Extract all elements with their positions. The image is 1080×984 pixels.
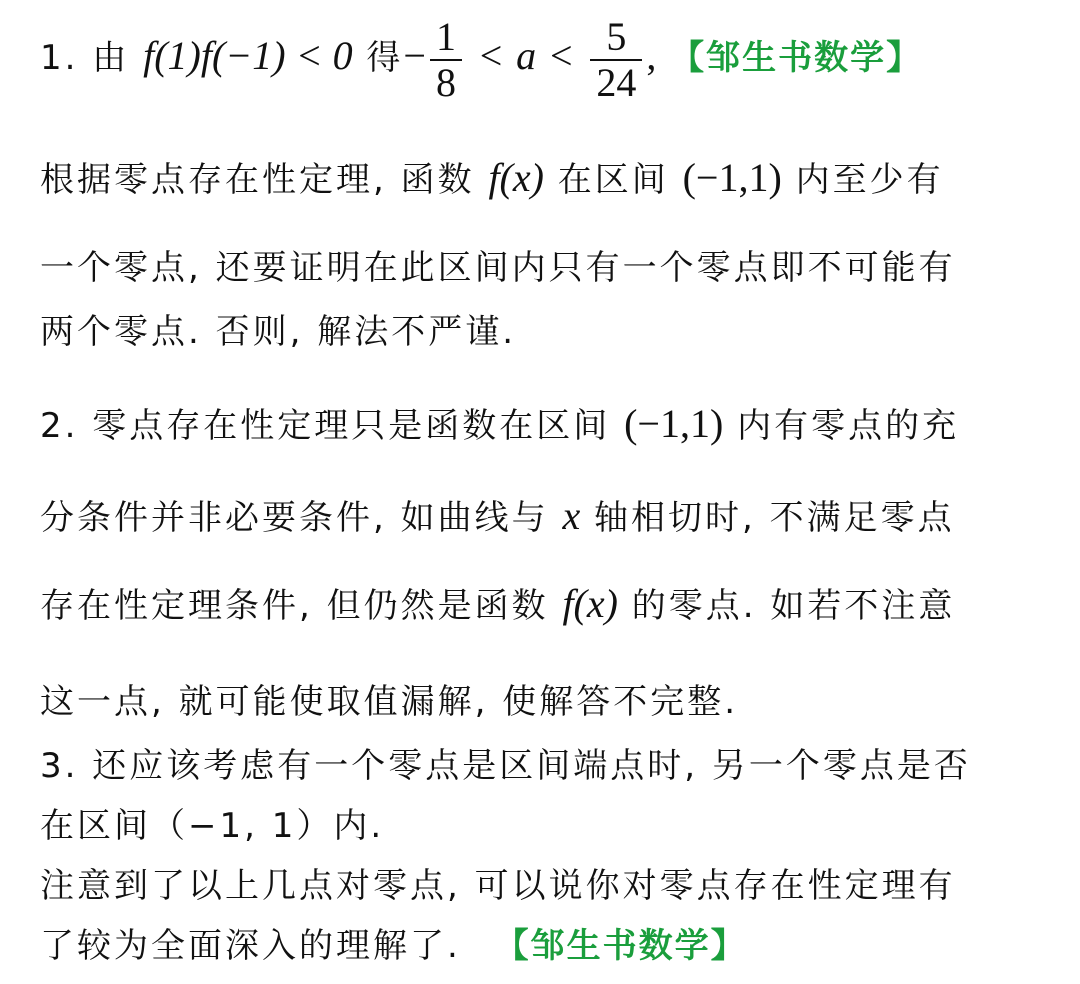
- comma: ,: [646, 33, 657, 78]
- p3-line-1: 3. 还应该考虑有一个零点是区间端点时, 另一个零点是否: [40, 746, 971, 786]
- text: 在区间: [557, 160, 669, 200]
- text: 内至少有: [795, 160, 944, 200]
- p2-line-4: 这一点, 就可能使取值漏解, 使解答不完整.: [40, 682, 739, 722]
- fraction-denominator: 24: [596, 59, 637, 105]
- p2-line-1: [40, 402, 959, 448]
- text: 轴相切时, 不满足零点: [594, 498, 955, 538]
- text-de: 得: [366, 38, 404, 78]
- text-you: 由: [92, 38, 130, 78]
- math-condition: f(1)f(−1) < 0: [143, 33, 353, 78]
- p3-line-2: 在区间（−1, 1）内.: [40, 806, 385, 846]
- math-fx: f(x): [488, 155, 544, 200]
- line-1: [40, 6, 922, 106]
- fraction-five-24ths: [590, 15, 642, 105]
- minus-sign: −: [403, 33, 426, 78]
- p1-line-1: [40, 156, 944, 202]
- text: 2. 零点存在性定理只是函数在区间: [40, 406, 611, 446]
- text: 存在性定理条件, 但仍然是函数: [40, 586, 549, 626]
- math-interval: (−1,1): [682, 155, 782, 200]
- less-than-1: <: [479, 33, 503, 78]
- p4-line-1: 注意到了以上几点对零点, 可以说你对零点存在性定理有: [40, 866, 956, 906]
- text: 分条件并非必要条件, 如曲线与: [40, 498, 549, 538]
- brand-tag: 【邹生书数学】: [670, 38, 923, 78]
- item-number: 1.: [40, 38, 79, 78]
- fraction-denominator: 8: [435, 59, 456, 105]
- p1-line-2: 一个零点, 还要证明在此区间内只有一个零点即不可能有: [40, 248, 956, 288]
- brand-tag-bottom: 【邹生书数学】: [494, 926, 747, 966]
- p2-line-2: [40, 494, 955, 540]
- math-x: x: [562, 493, 581, 538]
- fraction-numerator: 1: [430, 15, 462, 61]
- fraction-one-eighth: [430, 15, 462, 105]
- text: 了较为全面深入的理解了.: [40, 926, 461, 966]
- math-fx: f(x): [562, 581, 618, 626]
- fraction-numerator: 5: [590, 15, 642, 61]
- p2-line-3: [40, 582, 955, 628]
- less-than-2: <: [549, 33, 573, 78]
- text: 内有零点的充: [737, 406, 960, 446]
- variable-a: a: [516, 33, 537, 78]
- p1-line-3: 两个零点. 否则, 解法不严谨.: [40, 312, 517, 352]
- math-interval: (−1,1): [624, 401, 724, 446]
- text: 的零点. 如若不注意: [631, 586, 956, 626]
- text: 根据零点存在性定理, 函数: [40, 160, 475, 200]
- p4-line-2: [40, 924, 747, 968]
